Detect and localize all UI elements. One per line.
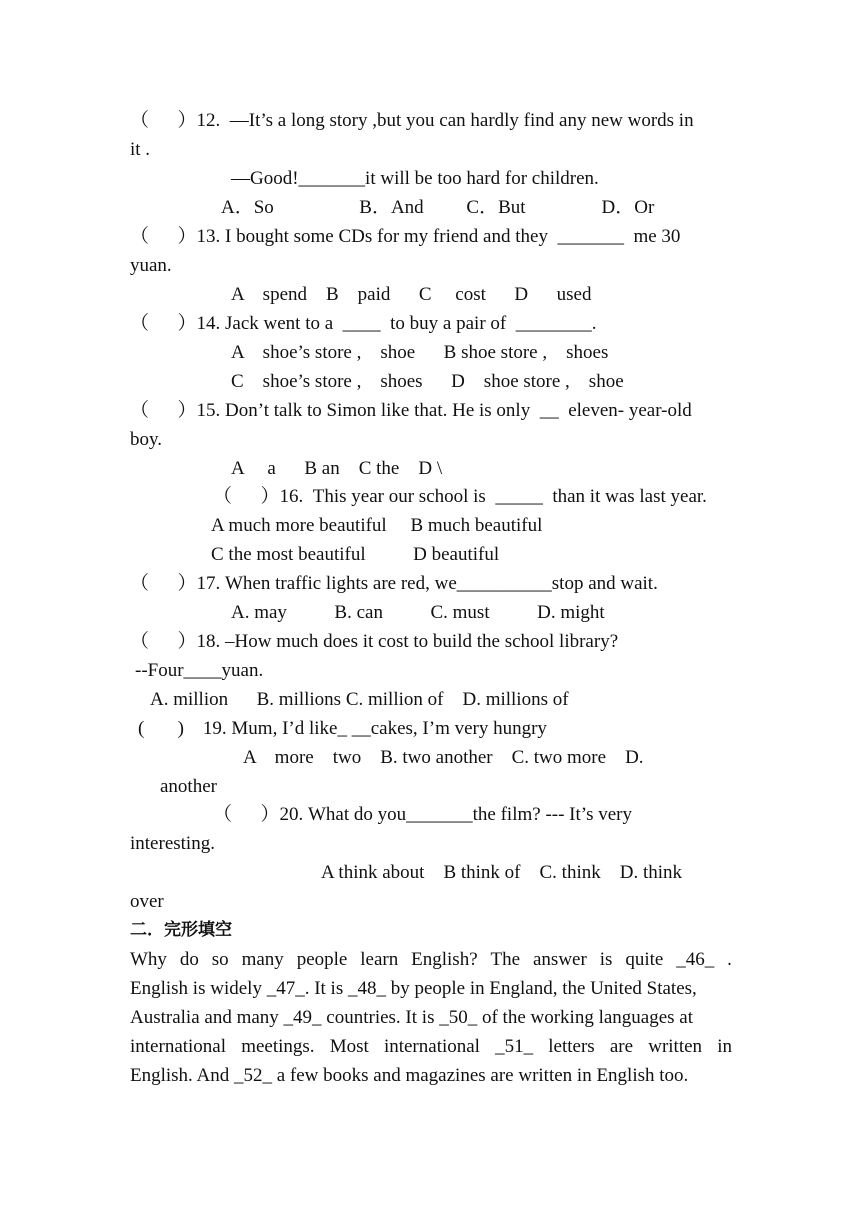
passage-word: The	[490, 949, 521, 970]
passage-word: Most	[329, 1036, 369, 1057]
passage-word: English?	[411, 949, 478, 970]
q15-stem-line2: boy.	[130, 429, 163, 450]
passage-word: international	[130, 1036, 227, 1057]
q12-stem-line2: it .	[130, 139, 151, 160]
q16-stem: （ ）16. This year our school is _____ than it was last year.	[213, 486, 707, 507]
q20-options-cont: over	[130, 891, 164, 912]
passage-word: .	[727, 949, 732, 970]
q20-options: A think about B think of C. think D. think	[321, 862, 683, 883]
q16-options-cd: C the most beautiful D beautiful	[211, 544, 500, 565]
q14-options-cd: C shoe’s store , shoes D shoe store , shoe	[231, 371, 624, 392]
q17-stem: （ ）17. When traffic lights are red, we__________stop and wait.	[130, 573, 658, 594]
q19-options: A more two B. two another C. two more D.	[243, 747, 644, 768]
passage-word: in	[717, 1036, 732, 1057]
q19-options-cont: another	[160, 776, 217, 797]
q12-options: A．So B．And C．But D．Or	[221, 197, 655, 218]
passage-word: international	[383, 1036, 480, 1057]
q17-options: A. may B. can C. must D. might	[231, 602, 605, 623]
section-heading: 二．完形填空	[130, 920, 232, 940]
q12-reply: —Good!_______it will be too hard for children.	[231, 168, 599, 189]
q15-stem-line1: （ ）15. Don’t talk to Simon like that. He is only __ eleven- year-old	[130, 400, 692, 421]
q13-stem-line1: （ ）13. I bought some CDs for my friend and they _______ me 30	[130, 226, 681, 247]
q14-stem: （ ）14. Jack went to a ____ to buy a pair of ________.	[130, 313, 597, 334]
q14-options-ab: A shoe’s store , shoe B shoe store , shoes	[231, 342, 609, 363]
passage-word: letters	[548, 1036, 595, 1057]
passage-word: so	[211, 949, 229, 970]
passage-word: people	[296, 949, 348, 970]
passage-line-3: Australia and many _49_ countries. It is _50_ of the working languages at	[130, 1007, 694, 1028]
q16-options-ab: A much more beautiful B much beautiful	[211, 515, 543, 536]
blank-46: _46_	[676, 949, 715, 970]
passage-line-4	[130, 1032, 732, 1061]
passage-word: do	[179, 949, 199, 970]
passage-word: learn	[360, 949, 399, 970]
blank-51: _51_	[495, 1036, 534, 1057]
passage-word: many	[241, 949, 284, 970]
passage-word: written	[648, 1036, 703, 1057]
q18-options: A. million B. millions C. million of D. millions of	[150, 689, 569, 710]
passage-line-5: English. And _52_ a few books and magazines are written in English too.	[130, 1065, 689, 1086]
q20-stem-line2: interesting.	[130, 833, 215, 854]
passage-word: answer	[533, 949, 587, 970]
passage-word: are	[609, 1036, 634, 1057]
q19-stem: ( ) 19. Mum, I’d like_ __cakes, I’m very hungry	[138, 718, 547, 739]
q18-answer-line: --Four____yuan.	[135, 660, 264, 681]
passage-word: Why	[130, 949, 167, 970]
passage-word: is	[599, 949, 613, 970]
passage-line-1	[130, 945, 732, 974]
q18-stem: （ ）18. –How much does it cost to build the school library?	[130, 631, 619, 652]
q13-options: A spend B paid C cost D used	[231, 284, 592, 305]
q15-options: A a B an C the D \	[231, 458, 443, 479]
q12-stem-line1: （ ）12. —It’s a long story ,but you can hardly find any new words in	[130, 110, 694, 131]
passage-line-2: English is widely _47_. It is _48_ by people in England, the United States,	[130, 978, 697, 999]
q13-stem-line2: yuan.	[130, 255, 172, 276]
q20-stem-line1: （ ）20. What do you_______the film? --- It’s very	[213, 804, 632, 825]
passage-word: meetings.	[241, 1036, 315, 1057]
passage-word: quite	[625, 949, 664, 970]
